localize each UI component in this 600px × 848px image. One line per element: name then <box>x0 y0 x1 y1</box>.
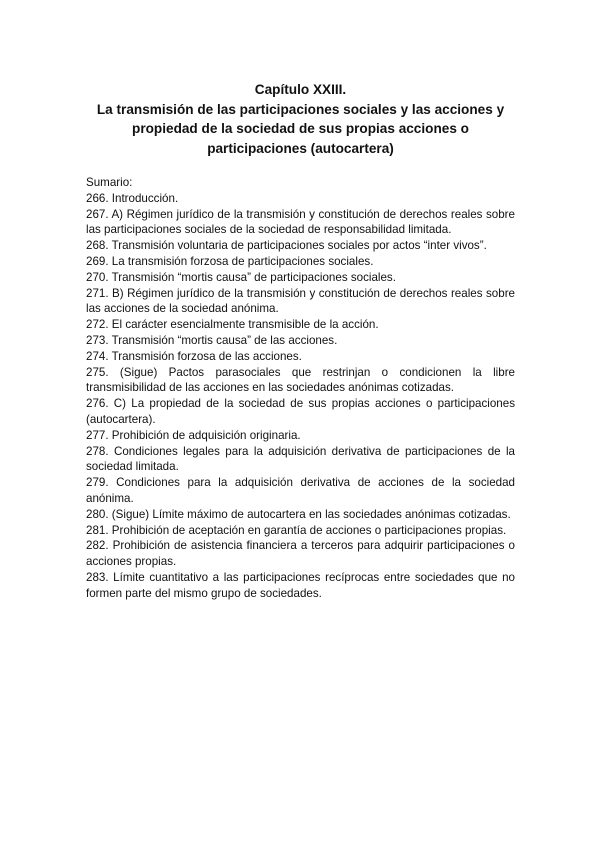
chapter-title-line-1: La transmisión de las participaciones sociales y las acciones y <box>96 101 505 117</box>
summary-item-266: 266. Introducción. <box>86 191 179 205</box>
summary-item-276: 276. C) La propiedad de la sociedad de sus propias acciones o participaciones (autocartera). <box>86 397 515 426</box>
summary-item-278: 278. Condiciones legales para la adquisición derivativa de participaciones de la sociedad limitada. <box>86 444 515 474</box>
document-page <box>86 80 515 602</box>
summary-label: Sumario: <box>86 176 133 189</box>
summary-item-283: 283. Límite cuantitativo a las participaciones recíprocas entre sociedades que no formen parte del mismo grupo de sociedades. <box>86 570 515 600</box>
summary-item-274: 274. Transmisión forzosa de las acciones. <box>86 349 302 363</box>
summary-item-269: 269. La transmisión forzosa de participaciones sociales. <box>86 254 374 268</box>
chapter-heading <box>80 80 521 158</box>
summary-item-282: 282. Prohibición de asistencia financiera a terceros para adquirir participaciones o acciones propias. <box>86 539 515 569</box>
summary-item-281: 281. Prohibición de aceptación en garantía de acciones o participaciones propias. <box>86 523 507 537</box>
summary-item-273: 273. Transmisión “mortis causa” de las acciones. <box>86 333 338 347</box>
summary-item-280: 280. (Sigue) Límite máximo de autocartera en las sociedades anónimas cotizadas. <box>86 507 511 521</box>
summary-item-277: 277. Prohibición de adquisición originaria. <box>86 428 301 442</box>
summary-item-267: 267. A) Régimen jurídico de la transmisión y constitución de derechos reales sobre las participaciones sociales de la sociedad de responsabilidad limitada. <box>86 207 515 237</box>
summary-item-279: 279. Condiciones para la adquisición derivativa de acciones de la sociedad anónima. <box>86 476 515 505</box>
summary-item-268: 268. Transmisión voluntaria de participaciones sociales por actos “inter vivos”. <box>86 239 487 253</box>
summary-item-270: 270. Transmisión “mortis causa” de participaciones sociales. <box>86 270 396 284</box>
chapter-title-line-2: propiedad de la sociedad de sus propias acciones o <box>132 121 469 136</box>
summary-list <box>86 175 515 602</box>
chapter-number: Capítulo XXIII. <box>254 82 347 97</box>
chapter-title-line-3: participaciones (autocartera) <box>207 140 394 156</box>
summary-item-271: 271. B) Régimen jurídico de la transmisión y constitución de derechos reales sobre las acciones de la sociedad anónima. <box>86 286 515 316</box>
summary-item-275: 275. (Sigue) Pactos parasociales que restrinjan o condicionen la libre transmisibilidad de las acciones en las sociedades anónimas cotizadas. <box>86 365 515 395</box>
summary-item-272: 272. El carácter esencialmente transmisible de la acción. <box>86 318 379 332</box>
